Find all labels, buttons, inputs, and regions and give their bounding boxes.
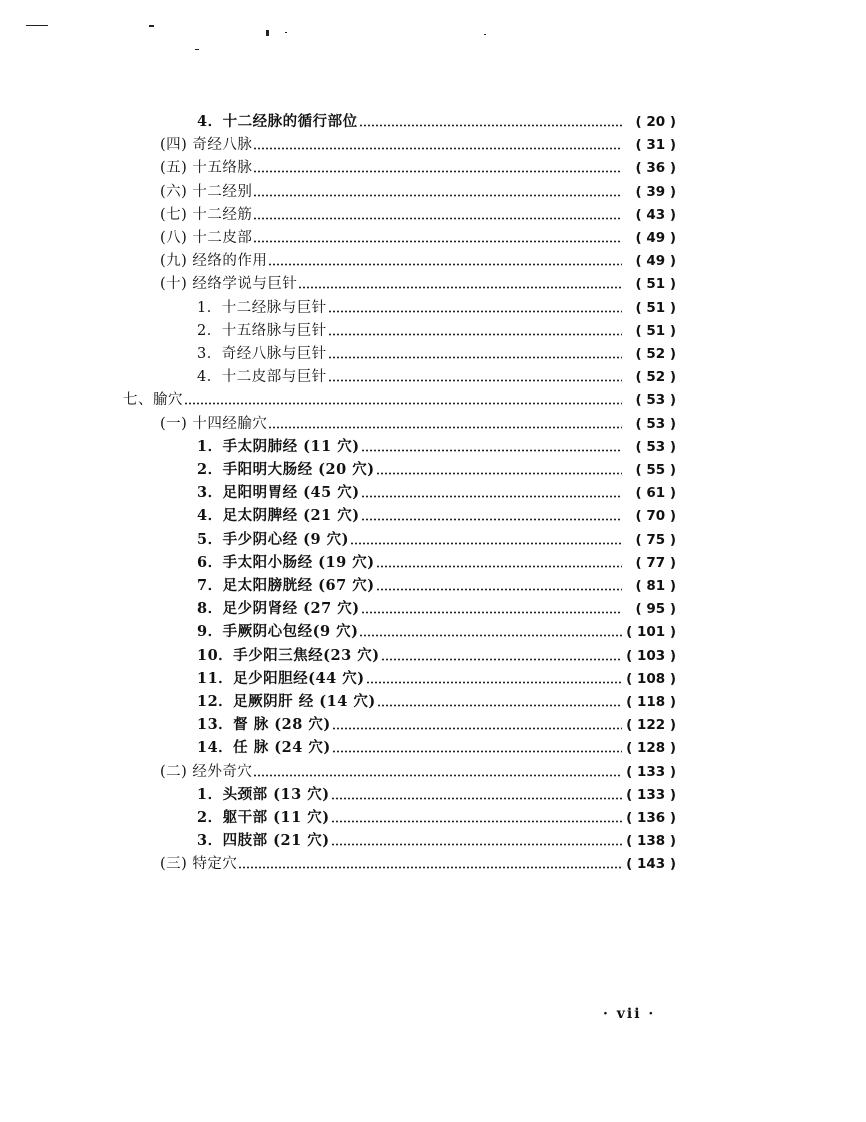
toc-entry-label: 5．手少阴心经 (9 穴) <box>197 531 349 548</box>
toc-entry-page: ( 81 ) <box>635 578 676 594</box>
toc-entry-label: 4．十二皮部与巨针 <box>197 369 327 385</box>
dot-leader <box>331 797 622 800</box>
toc-entry <box>197 297 676 319</box>
toc-entry-page: ( 51 ) <box>635 276 676 292</box>
toc-entry-page: ( 53 ) <box>635 392 676 408</box>
dot-leader <box>332 750 622 753</box>
toc-entry-label: 7．足太阳膀胱经 (67 穴) <box>197 577 375 594</box>
toc-entry-page: ( 136 ) <box>626 810 676 826</box>
toc-entry <box>197 598 676 620</box>
toc-entry-label: 4．足太阴脾经 (21 穴) <box>197 507 360 524</box>
dot-leader <box>268 263 622 266</box>
toc-entry <box>197 784 676 806</box>
dot-leader <box>328 310 622 313</box>
dot-leader <box>331 820 622 823</box>
dot-leader <box>331 843 622 846</box>
scan-artifact-dot <box>484 34 486 35</box>
toc-entry-page: ( 70 ) <box>635 508 676 524</box>
toc-entry <box>197 505 676 527</box>
toc-entry-page: ( 51 ) <box>635 323 676 339</box>
toc-entry <box>197 621 676 643</box>
toc-entry <box>197 645 676 667</box>
dot-leader <box>359 124 622 127</box>
toc-entry <box>197 830 676 852</box>
toc-entry <box>160 134 676 156</box>
toc-entry-label: (四) 奇经八脉 <box>160 137 253 153</box>
toc-entry-page: ( 128 ) <box>626 740 676 756</box>
toc-entry <box>197 575 676 597</box>
toc-entry <box>197 552 676 574</box>
toc-entry <box>160 413 676 435</box>
toc-entry-label: 1．手太阴肺经 (11 穴) <box>197 438 360 455</box>
dot-leader <box>366 681 622 684</box>
toc-entry-label: (三) 特定穴 <box>160 856 238 872</box>
dot-leader <box>361 611 622 614</box>
dot-leader <box>253 194 622 197</box>
toc-entry <box>197 668 676 690</box>
dot-leader <box>253 147 622 150</box>
toc-entry-label: 1．头颈部 (13 穴) <box>197 786 330 803</box>
dot-leader <box>376 565 622 568</box>
scan-artifact-line <box>26 25 48 26</box>
toc-entry-label: 12．足厥阴肝 经 (14 穴) <box>197 693 376 710</box>
toc-entry-page: ( 31 ) <box>635 137 676 153</box>
toc-entry-page: ( 133 ) <box>626 764 676 780</box>
toc-entry-page: ( 52 ) <box>635 346 676 362</box>
page-folio: · vii · <box>603 1006 656 1022</box>
dot-leader <box>328 356 622 359</box>
toc-entry-label: 2．手阳明大肠经 (20 穴) <box>197 461 375 478</box>
toc-entry <box>197 737 676 759</box>
toc-entry-label: 13．督 脉 (28 穴) <box>197 716 331 733</box>
toc-entry-label: 11．足少阳胆经(44 穴) <box>197 670 365 687</box>
toc-entry-label: 9．手厥阴心包经(9 穴) <box>197 623 359 640</box>
toc-entry <box>197 529 676 551</box>
dot-leader <box>361 495 622 498</box>
toc-entry-page: ( 77 ) <box>635 555 676 571</box>
toc-entry-label: 七、腧穴 <box>123 392 183 408</box>
toc-entry-label: (八) 十二皮部 <box>160 230 253 246</box>
dot-leader <box>253 217 622 220</box>
toc-entry <box>160 273 676 295</box>
toc-entry-label: (二) 经外奇穴 <box>160 764 253 780</box>
toc-entry-label: 2．躯干部 (11 穴) <box>197 809 330 826</box>
dot-leader <box>253 240 622 243</box>
toc-entry-label: 3．奇经八脉与巨针 <box>197 346 327 362</box>
toc-entry <box>160 157 676 179</box>
dot-leader <box>376 472 622 475</box>
toc-entry-label: 1．十二经脉与巨针 <box>197 300 327 316</box>
toc-entry-page: ( 133 ) <box>626 787 676 803</box>
toc-entry-label: 2．十五络脉与巨针 <box>197 323 327 339</box>
toc-entry-page: ( 53 ) <box>635 416 676 432</box>
dot-leader <box>361 518 622 521</box>
toc-entry-page: ( 61 ) <box>635 485 676 501</box>
toc-entry-label: (七) 十二经筋 <box>160 207 253 223</box>
toc-entry-label: (九) 经络的作用 <box>160 253 268 269</box>
toc-entry-page: ( 122 ) <box>626 717 676 733</box>
dot-leader <box>184 402 622 405</box>
scan-artifact-dot <box>195 49 199 50</box>
toc-entry-page: ( 101 ) <box>626 624 676 640</box>
toc-entry-label: 14．任 脉 (24 穴) <box>197 739 331 756</box>
toc-entry-label: (六) 十二经别 <box>160 184 253 200</box>
toc-entry <box>197 691 676 713</box>
toc-entry-page: ( 108 ) <box>626 671 676 687</box>
toc-entry <box>160 181 676 203</box>
dot-leader <box>253 170 622 173</box>
toc-entry <box>197 482 676 504</box>
dot-leader <box>381 658 622 661</box>
dot-leader <box>253 774 622 777</box>
toc-entry <box>123 389 676 411</box>
toc-entry-page: ( 138 ) <box>626 833 676 849</box>
dot-leader <box>328 333 622 336</box>
toc-entry-label: 3．足阳明胃经 (45 穴) <box>197 484 360 501</box>
toc-entry-label: 3．四肢部 (21 穴) <box>197 832 330 849</box>
toc-entry-label: (五) 十五络脉 <box>160 160 253 176</box>
toc-entry-page: ( 55 ) <box>635 462 676 478</box>
dot-leader <box>359 634 622 637</box>
dot-leader <box>350 542 622 545</box>
scan-artifact-dot <box>266 30 269 36</box>
dot-leader <box>377 704 622 707</box>
toc-entry-label: (一) 十四经腧穴 <box>160 416 268 432</box>
toc-entry-label: (十) 经络学说与巨针 <box>160 276 298 292</box>
toc-entry-page: ( 143 ) <box>626 856 676 872</box>
toc-entry <box>197 807 676 829</box>
dot-leader <box>238 866 622 869</box>
toc-entry <box>160 250 676 272</box>
dot-leader <box>361 449 622 452</box>
toc-entry-page: ( 51 ) <box>635 300 676 316</box>
toc-entry-page: ( 52 ) <box>635 369 676 385</box>
scan-artifact-dot <box>285 32 287 33</box>
toc-entry-page: ( 103 ) <box>626 648 676 664</box>
toc-entry <box>197 111 676 133</box>
toc-entry <box>197 366 676 388</box>
toc-entry-page: ( 95 ) <box>635 601 676 617</box>
toc-entry-page: ( 53 ) <box>635 439 676 455</box>
toc-entry <box>160 853 676 875</box>
toc-entry-label: 8．足少阴肾经 (27 穴) <box>197 600 360 617</box>
toc-entry-page: ( 43 ) <box>635 207 676 223</box>
toc-entry-page: ( 118 ) <box>626 694 676 710</box>
toc-entry <box>197 436 676 458</box>
toc-entry-page: ( 49 ) <box>635 253 676 269</box>
toc-entry-page: ( 20 ) <box>635 114 676 130</box>
toc-entry <box>197 459 676 481</box>
dot-leader <box>328 379 622 382</box>
dot-leader <box>268 426 622 429</box>
toc-entry-page: ( 75 ) <box>635 532 676 548</box>
toc-entry-page: ( 36 ) <box>635 160 676 176</box>
toc-entry <box>197 320 676 342</box>
toc-entry-label: 10．手少阳三焦经(23 穴) <box>197 647 380 664</box>
toc-entry-page: ( 49 ) <box>635 230 676 246</box>
toc-entry <box>160 227 676 249</box>
scan-artifact-dot <box>149 25 154 27</box>
toc-entry <box>197 343 676 365</box>
toc-entry-label: 6．手太阳小肠经 (19 穴) <box>197 554 375 571</box>
toc-entry <box>160 204 676 226</box>
dot-leader <box>332 727 622 730</box>
dot-leader <box>376 588 622 591</box>
toc-entry-label: 4．十二经脉的循行部位 <box>197 113 358 130</box>
dot-leader <box>298 286 622 289</box>
toc-entry <box>160 761 676 783</box>
toc-entry <box>197 714 676 736</box>
toc-entry-page: ( 39 ) <box>635 184 676 200</box>
